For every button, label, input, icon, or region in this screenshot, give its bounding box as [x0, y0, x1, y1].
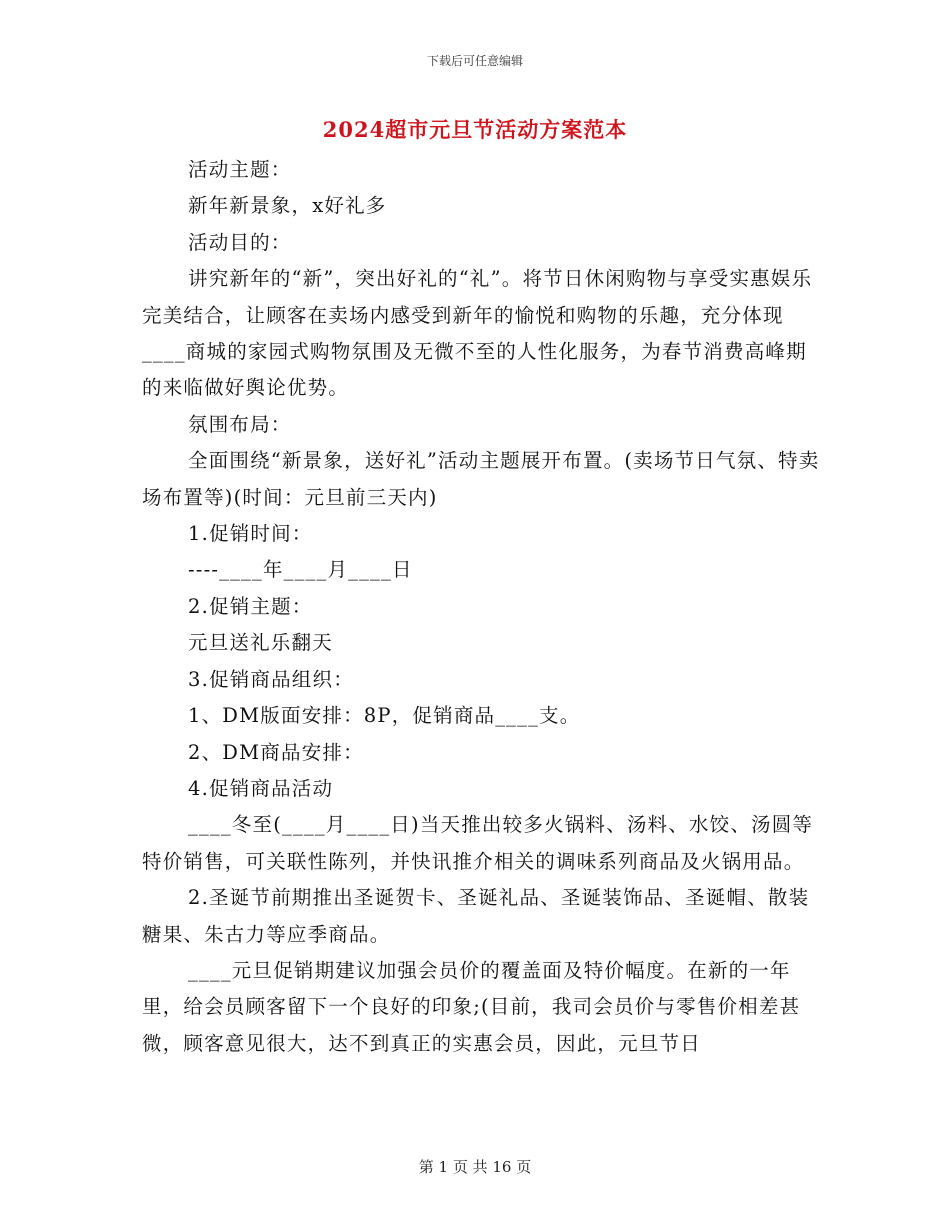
paragraph-promo-theme: 元旦送礼乐翻天: [188, 631, 333, 655]
paragraph-purpose: 讲究新年的“新”，突出好礼的“礼”。将节日休闲购物与享受实惠娱乐完美结合，让顾客在卖场内感受到新年的愉悦和购物的乐趣，充分体现____商城的家园式购物氛围及无微不至的人性化服务，为春节消费高峰期的来临做好舆论优势。: [142, 267, 813, 400]
paragraph-christmas: 2.圣诞节前期推出圣诞贺卡、圣诞礼品、圣诞装饰品、圣诞帽、散装糖果、朱古力等应季商品。: [142, 886, 810, 946]
paragraph-theme-label: 活动主题：: [188, 158, 292, 181]
document-body: [142, 152, 822, 1062]
paragraph-dm-layout: 1、DM版面安排：8P，促销商品____支。: [188, 704, 581, 728]
paragraph-purpose-label: 活动目的：: [188, 230, 292, 254]
paragraph-dm-goods: 2、DM商品安排：: [188, 740, 364, 764]
page-footer: 第 1 页 共 16 页: [418, 1158, 532, 1176]
paragraph-theme: 新年新景象，x好礼多: [188, 194, 387, 218]
paragraph-goods-activity-label: 4.促销商品活动: [188, 776, 334, 800]
paragraph-goods-org-label: 3.促销商品组织：: [188, 667, 354, 691]
paragraph-layout-label: 氛围布局：: [188, 412, 292, 436]
paragraph-promo-time-label: 1.促销时间：: [188, 522, 313, 546]
paragraph-winter-solstice: ____冬至(____月____日)当天推出较多火锅料、汤料、水饺、汤圆等特价销售，可关联性陈列，并快讯推介相关的调味系列商品及火锅用品。: [142, 813, 814, 873]
paragraph-layout: 全面围绕“新景象，送好礼”活动主题展开布置。(卖场节日气氛、特卖场布置等)(时间：元旦前三天内): [142, 449, 820, 509]
paragraph-new-year-member: ____元旦促销期建议加强会员价的覆盖面及特价幅度。在新的一年里，给会员顾客留下一个良好的印象;(目前，我司会员价与零售价相差甚微，顾客意见很大，达不到真正的实惠会员，因此，元旦节日: [142, 958, 801, 1055]
header-note: 下载后可任意编辑: [426, 54, 523, 68]
paragraph-promo-time: ----____年____月____日: [188, 558, 413, 582]
paragraph-promo-theme-label: 2.促销主题：: [188, 594, 313, 618]
document-title: 2024超市元旦节活动方案范本: [322, 117, 628, 142]
